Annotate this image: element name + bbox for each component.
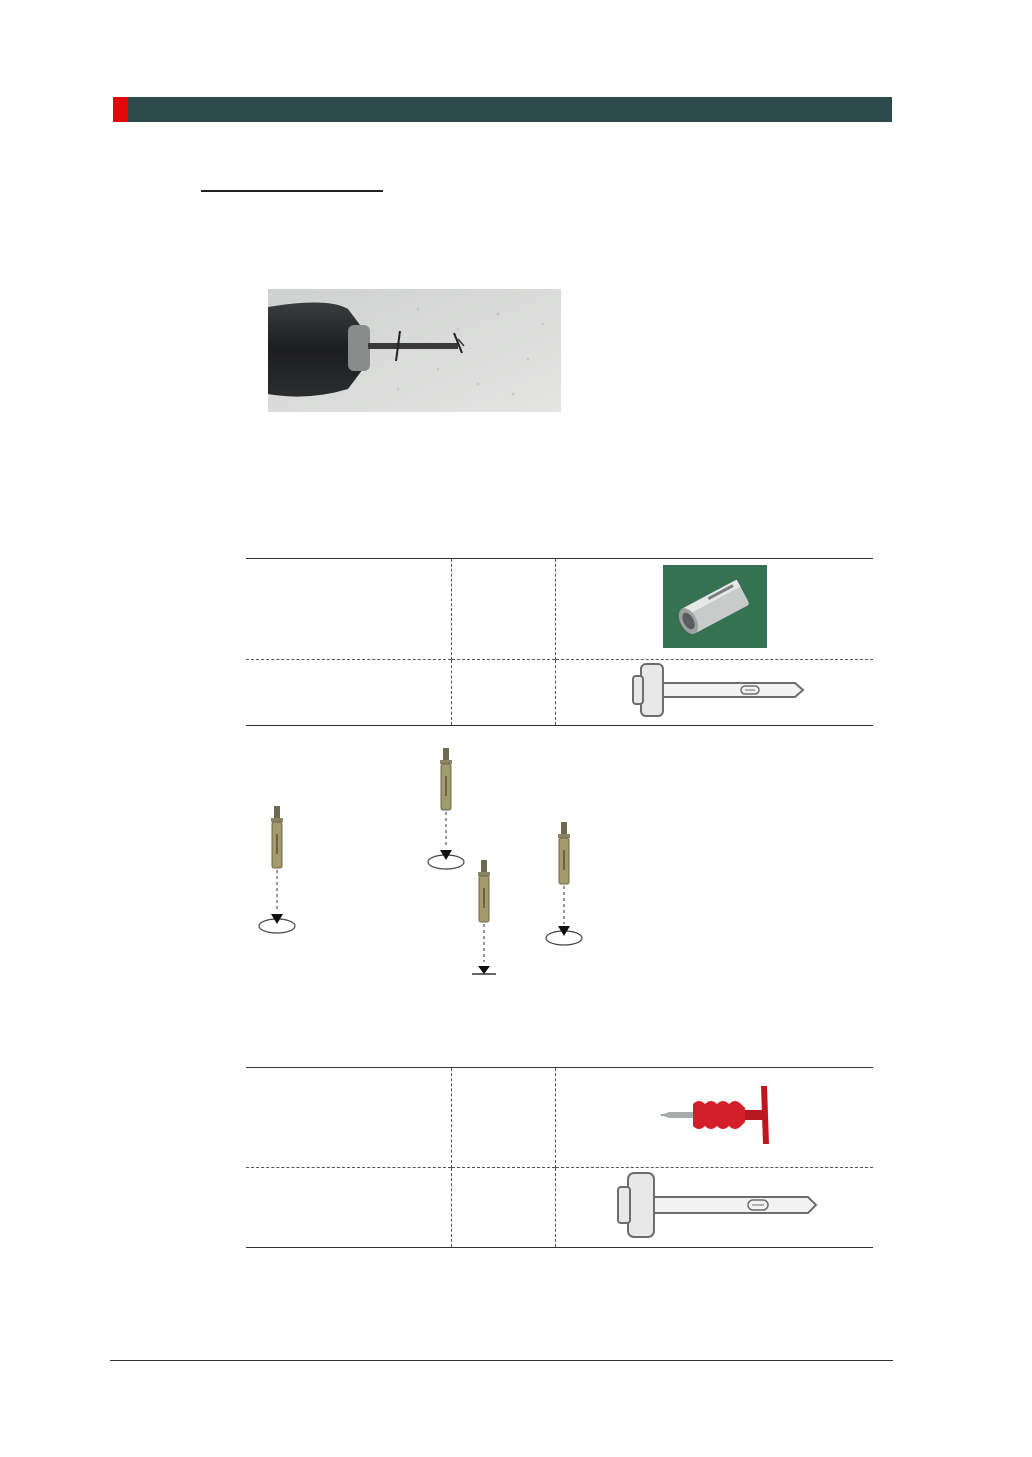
tool-name-cell [246,660,452,726]
table-row [246,1168,873,1248]
table-row [246,660,873,726]
section-title-underline [201,190,383,192]
tool-qty-cell [452,1168,556,1248]
tool-qty-cell [452,559,556,660]
anchor-bolt-sleeve-photo [663,565,767,648]
sledge-hammer-icon [610,1169,820,1241]
page-header-bar [113,97,892,122]
tools-table-1 [246,558,873,726]
tool-image-cell [556,1068,874,1168]
tool-image-cell [556,1168,874,1248]
tool-image-cell [556,559,874,660]
page-footer-line [110,1360,893,1361]
tool-name-cell [246,559,452,660]
table-row [246,559,873,660]
tools-table-2 [246,1067,873,1248]
tool-name-cell [246,1068,452,1168]
anchor-bolt-insertion-diagram [246,740,626,980]
chisel-punch-icon [655,1082,775,1148]
tool-qty-cell [452,1068,556,1168]
table-row [246,1068,873,1168]
tool-image-cell [556,660,874,726]
tool-name-cell [246,1168,452,1248]
page-header-accent [113,97,128,122]
tool-qty-cell [452,660,556,726]
sledge-hammer-icon [625,660,805,720]
drill-into-wall-photo [268,289,561,412]
